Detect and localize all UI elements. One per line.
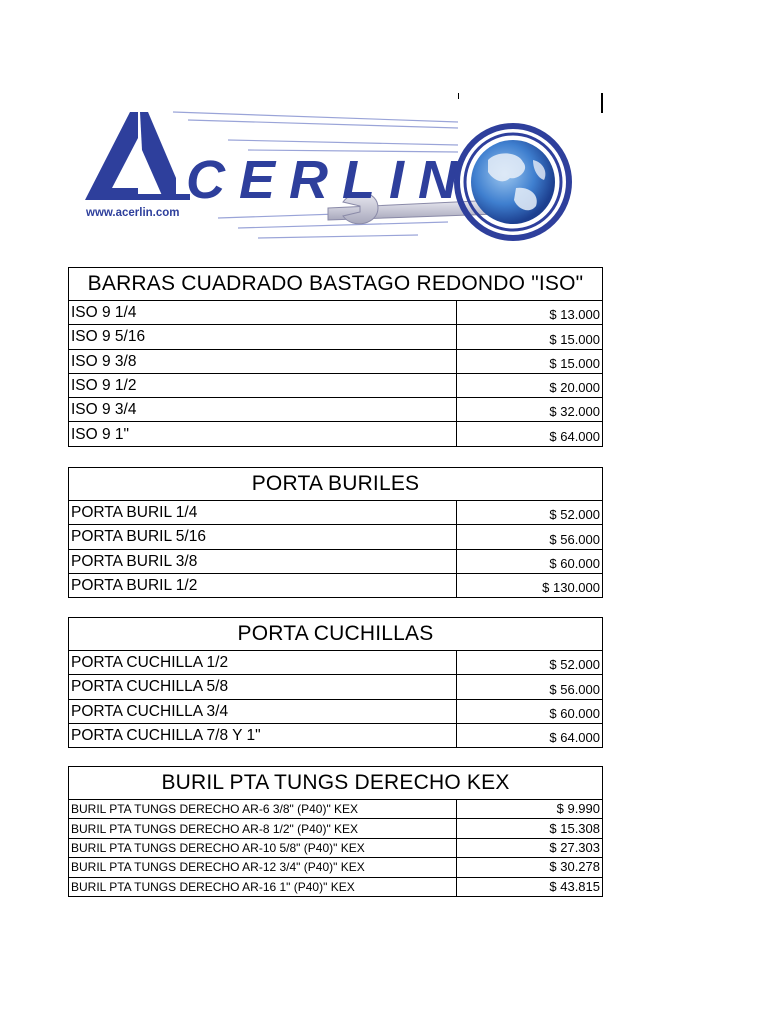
- section-title: BARRAS CUADRADO BASTAGO REDONDO "ISO": [69, 268, 602, 301]
- product-name: PORTA CUCHILLA 7/8 Y 1": [69, 723, 457, 747]
- product-price: $ 15.308: [457, 819, 603, 838]
- product-name: BURIL PTA TUNGS DERECHO AR-12 3/4" (P40)" KEX: [69, 858, 457, 877]
- product-price: $ 32.000: [457, 398, 603, 422]
- product-price: $ 64.000: [457, 422, 603, 446]
- product-name: ISO 9 5/16: [69, 325, 457, 349]
- product-name: ISO 9 3/8: [69, 349, 457, 373]
- product-price: $ 15.000: [457, 349, 603, 373]
- table-row: [69, 501, 602, 525]
- table-row: [69, 651, 602, 675]
- price-table: [69, 301, 602, 446]
- table-row: [69, 723, 602, 747]
- product-price: $ 56.000: [457, 525, 603, 549]
- section-title: PORTA BURILES: [69, 468, 602, 501]
- section-buril-pta-tungs: [68, 766, 603, 897]
- product-price: $ 9.990: [457, 800, 603, 819]
- product-name: ISO 9 3/4: [69, 398, 457, 422]
- price-table: [69, 501, 602, 597]
- table-row: [69, 525, 602, 549]
- table-row: [69, 675, 602, 699]
- table-row: [69, 422, 602, 446]
- product-price: $ 64.000: [457, 723, 603, 747]
- section-barras-iso: [68, 267, 603, 447]
- product-name: BURIL PTA TUNGS DERECHO AR-6 3/8" (P40)" KEX: [71, 802, 359, 817]
- table-row: [69, 858, 602, 877]
- product-price: $ 27.303: [457, 838, 603, 857]
- section-title: BURIL PTA TUNGS DERECHO KEX: [69, 767, 602, 800]
- table-row: [69, 800, 602, 819]
- price-table: [69, 651, 602, 747]
- table-row: [69, 398, 602, 422]
- product-name: PORTA BURIL 1/4: [71, 504, 198, 522]
- product-price: $ 43.815: [457, 877, 603, 896]
- table-row: [69, 301, 602, 325]
- acerlin-a-mark: [85, 112, 190, 200]
- product-price: $ 20.000: [457, 373, 603, 397]
- product-name: ISO 9 1/2: [69, 373, 457, 397]
- table-row: [69, 838, 602, 857]
- product-price: $ 15.000: [457, 325, 603, 349]
- table-row: [69, 573, 602, 597]
- acerlin-logo: [78, 90, 608, 260]
- table-row: [69, 877, 602, 896]
- product-price: $ 60.000: [457, 549, 603, 573]
- table-row: [69, 549, 602, 573]
- section-porta-buriles: [68, 467, 603, 598]
- table-row: [69, 699, 602, 723]
- product-name: PORTA BURIL 5/16: [69, 525, 457, 549]
- product-price: $ 13.000: [457, 301, 603, 325]
- product-name: BURIL PTA TUNGS DERECHO AR-16 1" (P40)" KEX: [69, 877, 457, 896]
- logo-website-url: www.acerlin.com: [86, 207, 180, 219]
- table-row: [69, 325, 602, 349]
- product-name: BURIL PTA TUNGS DERECHO AR-10 5/8" (P40)" KEX: [69, 838, 457, 857]
- product-name: PORTA CUCHILLA 3/4: [69, 699, 457, 723]
- table-row: [69, 819, 602, 838]
- product-price: $ 52.000: [457, 651, 603, 675]
- section-porta-cuchillas: [68, 617, 603, 748]
- product-price: $ 52.000: [457, 501, 603, 525]
- product-name: ISO 9 1": [69, 422, 457, 446]
- product-price: $ 56.000: [457, 675, 603, 699]
- product-name: PORTA CUCHILLA 5/8: [69, 675, 457, 699]
- product-price: $ 60.000: [457, 699, 603, 723]
- product-name: ISO 9 1/4: [71, 304, 137, 322]
- product-name: PORTA BURIL 1/2: [69, 573, 457, 597]
- product-name: PORTA BURIL 3/8: [69, 549, 457, 573]
- logo-wordmark: CERLIN: [186, 150, 471, 210]
- globe-icon: [457, 126, 569, 238]
- product-name: BURIL PTA TUNGS DERECHO AR-8 1/2" (P40)" KEX: [69, 819, 457, 838]
- product-price: $ 30.278: [457, 858, 603, 877]
- price-table: [69, 800, 602, 896]
- section-title: PORTA CUCHILLAS: [69, 618, 602, 651]
- product-name: PORTA CUCHILLA 1/2: [71, 654, 229, 672]
- table-row: [69, 373, 602, 397]
- table-row: [69, 349, 602, 373]
- product-price: $ 130.000: [457, 573, 603, 597]
